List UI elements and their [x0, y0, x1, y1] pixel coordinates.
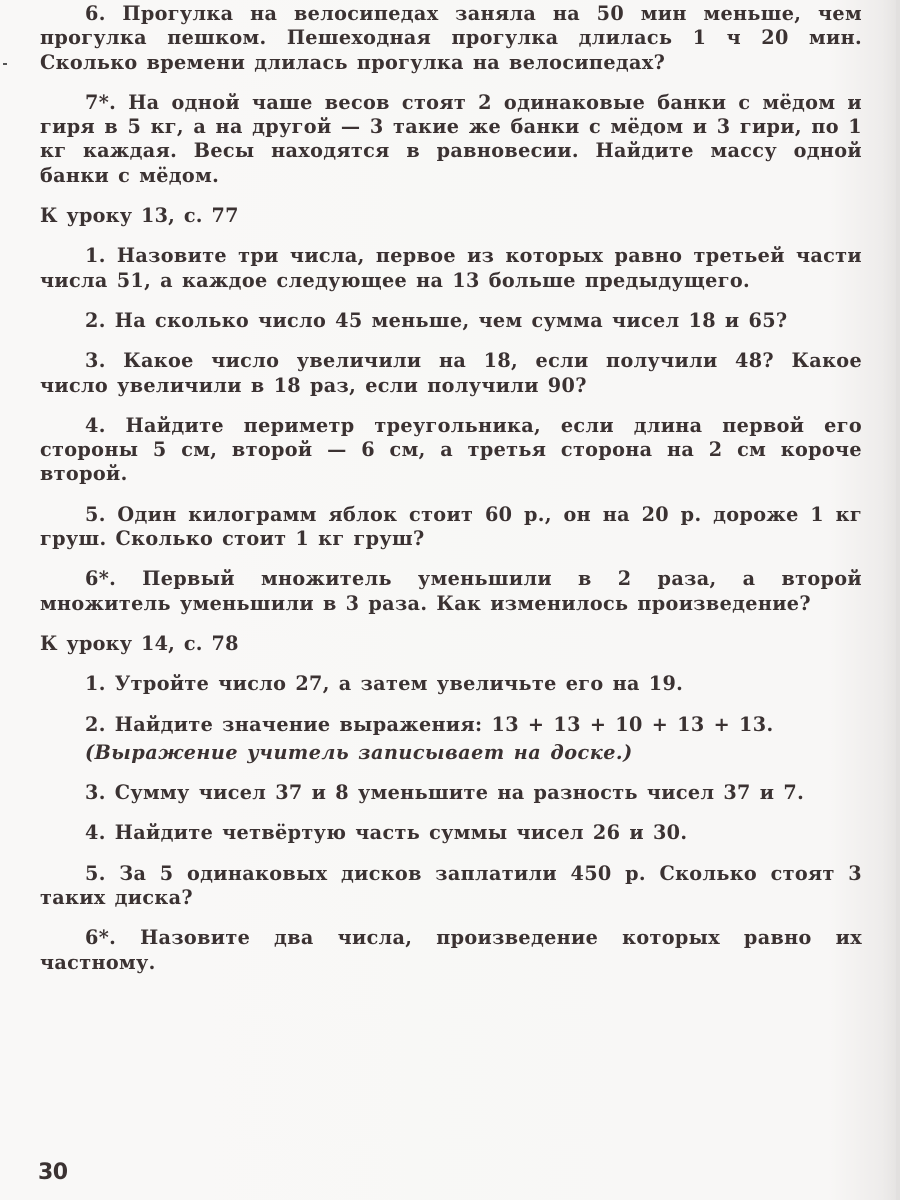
task-number: 1. — [85, 244, 106, 268]
task-14-2 — [40, 713, 862, 737]
task-text: Один килограмм яблок стоит 60 р., он на 20 р. дороже 1 кг груш. Сколько стоит 1 кг груш? — [40, 502, 862, 551]
task-13-6 — [40, 567, 862, 616]
page-edge-shadow — [896, 0, 900, 1200]
task-text: Прогулка на велосипедах заняла на 50 мин меньше, чем прогулка пешком. Пешеходная прогулка длилась 1 ч 20 мин. Сколько времени длилась прогулка на велосипедах? — [40, 2, 862, 74]
task-number: 2. — [85, 308, 106, 332]
lesson-13-heading: К уроку 13, с. 77 — [40, 204, 239, 228]
margin-mark — [3, 63, 7, 65]
task-number: 2. — [85, 712, 106, 736]
task-number: 5. — [85, 502, 106, 526]
task-number: 6*. — [85, 567, 117, 591]
task-text: На одной чаше весов стоят 2 одинаковые банки с мёдом и гиря в 5 кг, а на другой — 3 такие же банки с мёдом и 3 гири, по 1 кг каждая. Весы находятся в равновесии. Найдите массу одной банки с мёдом. — [40, 90, 862, 187]
task-14-1 — [40, 672, 862, 696]
task-14-5 — [40, 862, 862, 911]
task-number: 1. — [85, 672, 106, 696]
task-text: На сколько число 45 меньше, чем сумма чисел 18 и 65? — [114, 308, 788, 332]
task-number: 6*. — [85, 926, 117, 950]
task-13-2 — [40, 309, 862, 333]
task-number: 3. — [85, 349, 106, 373]
task-prev-7 — [40, 91, 862, 188]
task-number: 5. — [85, 861, 106, 885]
task-13-4 — [40, 414, 862, 487]
task-text: Первый множитель уменьшили в 2 раза, а второй множитель уменьшили в 3 раза. Как изменилось произведение? — [40, 567, 863, 615]
task-14-3 — [40, 781, 862, 805]
task-14-4 — [40, 821, 862, 845]
task-number: 4. — [85, 413, 106, 437]
task-prev-6 — [40, 2, 862, 75]
task-text: Сумму чисел 37 и 8 уменьшите на разность чисел 37 и 7. — [114, 781, 805, 805]
task-text: За 5 одинаковых дисков заплатили 450 р. Сколько стоят 3 таких диска? — [40, 861, 863, 910]
task-number: 7*. — [85, 90, 117, 114]
teacher-note: (Выражение учитель записывает на доске.) — [85, 740, 633, 764]
task-number: 6. — [85, 2, 106, 25]
task-13-3 — [40, 349, 862, 398]
task-13-1 — [40, 244, 862, 293]
lesson-14-heading: К уроку 14, с. 78 — [40, 631, 239, 655]
task-text: Назовите три числа, первое из которых равно третьей части числа 51, а каждое следующее на 13 больше предыдущего. — [40, 244, 863, 292]
page-number: 30 — [38, 1160, 68, 1185]
task-13-5 — [40, 503, 862, 552]
task-number: 4. — [85, 821, 106, 845]
task-text: Найдите значение выражения: 13 + 13 + 10 + 13 + 13. — [114, 712, 774, 736]
task-text: Назовите два числа, произведение которых равно их частному. — [40, 926, 862, 974]
page-text — [40, 2, 862, 991]
task-text: Утройте число 27, а затем увеличьте его на 19. — [114, 672, 684, 696]
task-number: 3. — [85, 781, 106, 805]
task-text: Найдите четвёртую часть суммы чисел 26 и 30. — [114, 821, 688, 845]
task-14-6 — [40, 926, 862, 975]
task-text: Какое число увеличили на 18, если получили 48? Какое число увеличили в 18 раз, если получили 90? — [40, 349, 862, 397]
task-text: Найдите периметр треугольника, если длина первой его стороны 5 см, второй — 6 см, а третья сторона на 2 см короче второй. — [40, 413, 862, 486]
